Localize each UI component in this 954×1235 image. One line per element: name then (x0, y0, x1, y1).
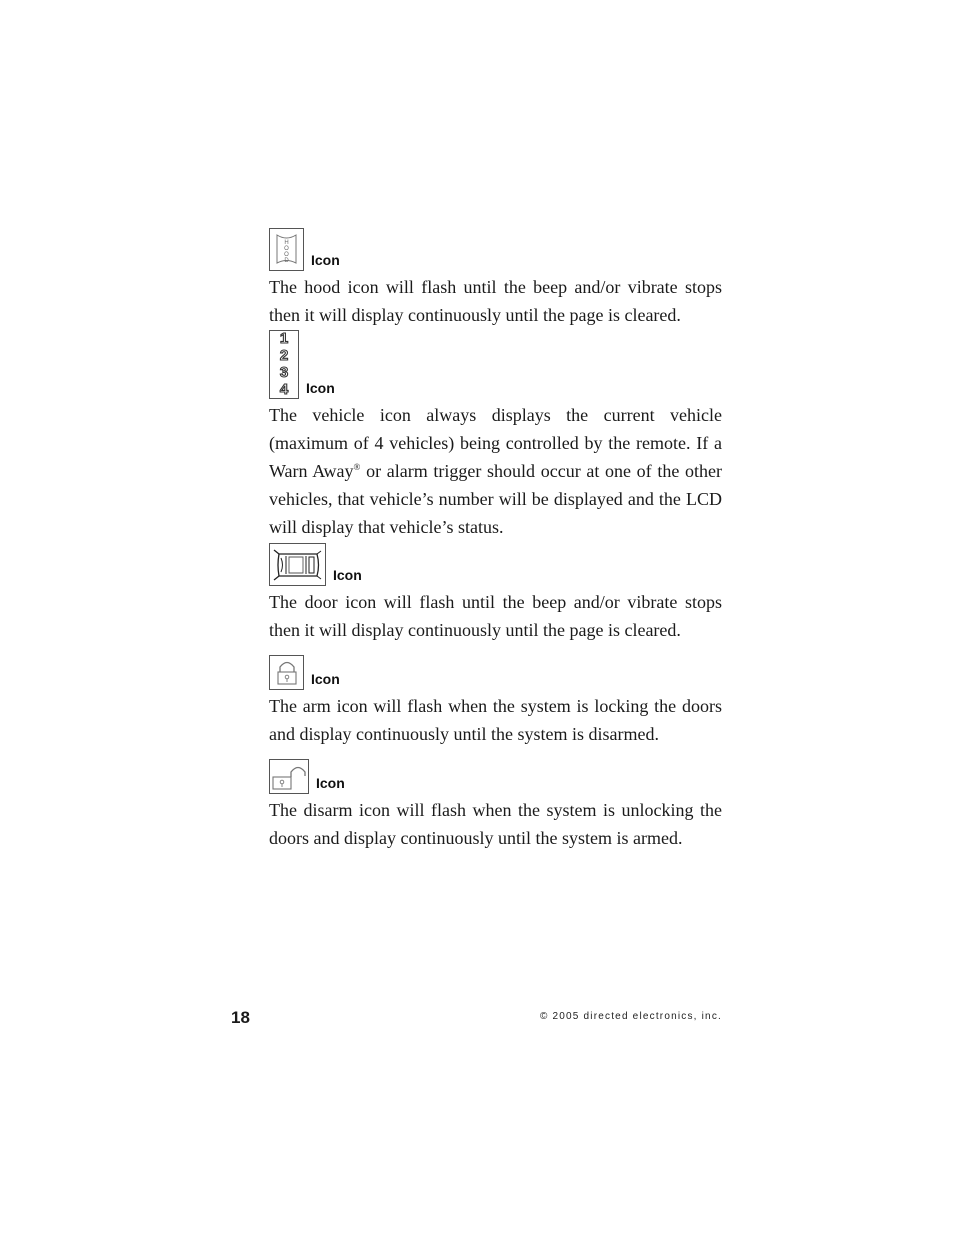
disarm-icon-row (269, 759, 722, 794)
copyright-notice: © 2005 directed electronics, inc. (539, 1011, 722, 1022)
hood-icon-row (269, 228, 722, 271)
vehicle-digit-2: 2 (279, 347, 289, 365)
vehicle-icon-row (269, 330, 722, 399)
door-car-graphic (273, 548, 323, 582)
page-number: 18 (231, 1008, 250, 1027)
lock-open-icon (269, 759, 309, 794)
vehicle-icon-label: Icon (306, 380, 335, 396)
vehicle-description-start: The vehicle icon always displays the current vehicle (maximum of 4 vehicles) being controlled by the remote. If a Warn Away (269, 405, 722, 481)
disarm-description: The disarm icon will flash when the system is unlocking the doors and display continuously until the system is armed. (269, 800, 722, 848)
arm-icon-label: Icon (311, 671, 340, 687)
hood-letter-h: H (284, 240, 289, 246)
vehicle-digit-1: 1 (279, 330, 289, 348)
vehicle-description (269, 401, 722, 541)
hood-letter-o1: O (284, 246, 289, 252)
registered-mark: ® (353, 462, 361, 472)
lock-open-graphic (271, 763, 307, 791)
arm-description: The arm icon will flash when the system is locking the doors and display continuously until the system is disarmed. (269, 696, 722, 744)
vehicle-digit-3: 3 (279, 363, 289, 381)
hood-description: The hood icon will flash until the beep and/or vibrate stops then it will display continuously until the page is cleared. (269, 277, 722, 325)
disarm-icon-label: Icon (316, 775, 345, 791)
door-car-icon (269, 543, 326, 586)
lock-closed-graphic (275, 659, 299, 686)
hood-letter-d: D (284, 258, 289, 264)
lock-closed-icon (269, 655, 304, 690)
hood-icon-graphic (274, 233, 299, 266)
hood-letter-o2: O (284, 252, 289, 258)
hood-icon (269, 228, 304, 271)
arm-icon-row (269, 655, 722, 690)
vehicle-description-end: or alarm trigger should occur at one of the other vehicles, that vehicle’s number will be displayed and the LCD will display that vehicle’s status. (269, 461, 722, 537)
door-icon-label: Icon (333, 567, 362, 583)
door-icon-row (269, 543, 722, 586)
hood-icon-label: Icon (311, 252, 340, 268)
door-description: The door icon will flash until the beep and/or vibrate stops then it will display continuously until the page is cleared. (269, 592, 722, 640)
manual-content (269, 228, 722, 852)
vehicle-digit-4: 4 (279, 380, 289, 398)
vehicle-number-icon (269, 330, 299, 399)
